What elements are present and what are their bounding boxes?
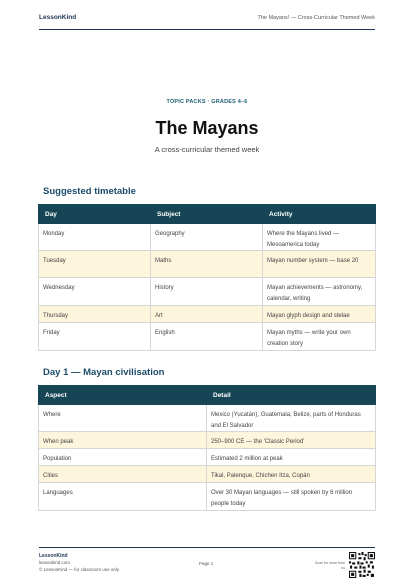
page-footer xyxy=(39,547,375,576)
table-cell: Mayan glyph design and stelae xyxy=(263,306,376,323)
table-cell: Estimated 2 million at peak xyxy=(207,449,376,466)
table-cell: 250–900 CE — the 'Classic Period' xyxy=(207,432,376,449)
page-number: Page 1 xyxy=(199,561,214,566)
document-title: The Mayans! — Cross-Curricular Themed Week xyxy=(257,15,375,21)
table-row xyxy=(39,432,376,449)
table-row xyxy=(39,466,376,483)
table-row xyxy=(39,224,376,251)
table-row xyxy=(39,483,376,511)
table-row xyxy=(39,278,376,306)
footer-brand: LessonKind xyxy=(39,553,68,559)
civilisation-heading: Day 1 — Mayan civilisation xyxy=(43,367,165,378)
table-cell: English xyxy=(151,323,263,351)
table-cell: Wednesday xyxy=(39,278,151,306)
column-header-aspect: Aspect xyxy=(39,386,207,405)
page-header xyxy=(39,14,375,30)
timetable-heading: Suggested timetable xyxy=(43,186,136,197)
table-cell: Tikal, Palenque, Chichen Itza, Copán xyxy=(207,466,376,483)
table-cell: Tuesday xyxy=(39,251,151,278)
timetable-table xyxy=(38,204,376,351)
table-row xyxy=(39,251,376,278)
table-cell: Mayan number system — base 20 xyxy=(263,251,376,278)
column-header-detail: Detail xyxy=(207,386,376,405)
table-row xyxy=(39,323,376,351)
civilisation-table xyxy=(38,385,376,511)
qr-caption: Scan for more from us xyxy=(315,561,345,570)
table-cell: Mayan myths — write your own creation story xyxy=(263,323,376,351)
table-cell: Languages xyxy=(39,483,207,511)
table-cell: Cities xyxy=(39,466,207,483)
page-subtitle: A cross-curricular themed week xyxy=(154,145,260,154)
table-cell: Monday xyxy=(39,224,151,251)
column-header-day: Day xyxy=(39,205,151,224)
eyebrow-label: TOPIC PACKS · GRADES 4–6 xyxy=(166,99,248,105)
table-cell: Maths xyxy=(151,251,263,278)
footer-website[interactable]: lessonkind.com xyxy=(39,560,71,565)
page-title: The Mayans xyxy=(155,118,259,138)
table-row xyxy=(39,306,376,323)
footer-copyright: © LessonKind — for classroom use only xyxy=(39,567,120,572)
table-cell: Where the Mayans lived — Mesoamerica today xyxy=(263,224,376,251)
brand-logo-text: LessonKind xyxy=(39,14,77,21)
table-cell: Mexico (Yucatán), Guatemala, Belize, parts of Honduras and El Salvador xyxy=(207,405,376,432)
table-cell: Friday xyxy=(39,323,151,351)
table-cell: Population xyxy=(39,449,207,466)
table-cell: Over 30 Mayan languages — still spoken by 6 million people today xyxy=(207,483,376,511)
table-row xyxy=(39,449,376,466)
table-cell: Geography xyxy=(151,224,263,251)
qr-code-icon[interactable] xyxy=(349,552,375,578)
column-header-activity: Activity xyxy=(263,205,376,224)
table-cell: History xyxy=(151,278,263,306)
table-header-row xyxy=(39,205,376,224)
table-cell: Mayan achievements — astronomy, calendar, writing xyxy=(263,278,376,306)
table-cell: When peak xyxy=(39,432,207,449)
table-cell: Art xyxy=(151,306,263,323)
table-row xyxy=(39,405,376,432)
table-cell: Where xyxy=(39,405,207,432)
table-header-row xyxy=(39,386,376,405)
column-header-subject: Subject xyxy=(151,205,263,224)
table-cell: Thursday xyxy=(39,306,151,323)
